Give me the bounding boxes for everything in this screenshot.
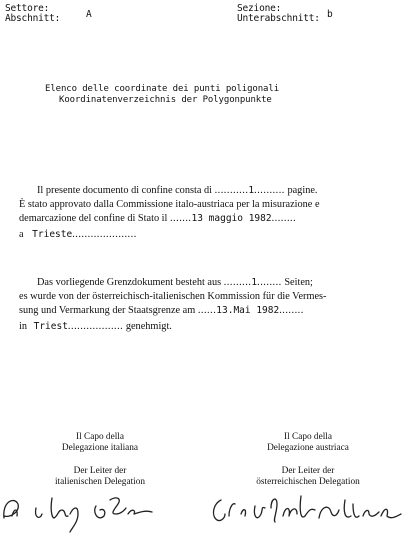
german-line-1 bbox=[37, 277, 313, 290]
left-it-line1: Il Capo della bbox=[75, 432, 125, 442]
german-line1-text: Das vorliegende Grenzdokument besteht aus bbox=[37, 277, 222, 288]
right-de-line2: österreichischen Delegation bbox=[256, 477, 360, 487]
right-handwritten-signature bbox=[205, 486, 405, 538]
left-signatory-german bbox=[30, 466, 170, 488]
italian-line4-text: a bbox=[19, 229, 24, 240]
left-it-line2: Delegazione italiana bbox=[61, 443, 139, 453]
german-date: 13.Mai 1982 bbox=[216, 305, 280, 316]
italian-line-2: È stato approvato dalla Commissione italo-austriaca per la misurazione e bbox=[19, 199, 320, 210]
right-it-line2: Delegazione austriaca bbox=[267, 443, 349, 453]
german-dots: ........ bbox=[257, 277, 282, 288]
left-signatory-italian bbox=[30, 432, 170, 454]
german-dots: .................. bbox=[67, 321, 124, 332]
italian-dots: ........ bbox=[271, 213, 297, 224]
german-line-2: es wurde von der österreichisch-italienischen Kommission für die Vermes- bbox=[19, 291, 327, 302]
italian-line-4 bbox=[19, 229, 137, 242]
italian-line3-text: demarcazione del confine di Stato il bbox=[19, 213, 168, 224]
left-de-line2: italienischen Delegation bbox=[54, 477, 146, 487]
german-line1-post: Seiten; bbox=[284, 277, 313, 288]
left-handwritten-signature bbox=[0, 488, 170, 538]
italian-line1-text: Il presente documento di confine consta di bbox=[37, 185, 212, 196]
title-italian: Elenco delle coordinate dei punti poligonali bbox=[45, 84, 280, 94]
italian-dots: ........... bbox=[214, 185, 249, 196]
sezione-label: Sezione: bbox=[237, 3, 282, 14]
german-page-count: 1 bbox=[251, 277, 258, 288]
italian-line-1 bbox=[37, 185, 318, 198]
right-it-line1: Il Capo della bbox=[283, 432, 333, 442]
unterabschnitt-label: Unterabschnitt: bbox=[237, 13, 320, 24]
german-line4-post: genehmigt. bbox=[125, 321, 172, 332]
italian-dots: .......... bbox=[254, 185, 285, 196]
german-dots: ......... bbox=[223, 277, 252, 288]
german-dots: ...... bbox=[197, 305, 217, 316]
german-line3-text: sung und Vermarkung der Staatsgrenze am bbox=[19, 305, 196, 316]
german-dots: ........ bbox=[279, 305, 304, 316]
settore-value: A bbox=[86, 9, 92, 20]
right-signatory-italian bbox=[238, 432, 378, 454]
italian-line-3 bbox=[19, 213, 296, 226]
settore-label: Settore: bbox=[5, 3, 50, 14]
right-signatory-german bbox=[238, 466, 378, 488]
italian-dots: ..................... bbox=[72, 229, 137, 240]
german-line-4 bbox=[19, 321, 172, 334]
german-place: Triest bbox=[33, 321, 68, 332]
italian-line1-post: pagine. bbox=[287, 185, 318, 196]
german-line4-text: in bbox=[19, 321, 28, 332]
abschnitt-label: Abschnitt: bbox=[5, 13, 61, 24]
left-de-line1: Der Leiter der bbox=[73, 466, 127, 476]
italian-place: Trieste bbox=[32, 229, 73, 240]
title-german: Koordinatenverzeichnis der Polygonpunkte bbox=[59, 95, 272, 105]
german-line-3 bbox=[19, 305, 304, 318]
italian-dots: ....... bbox=[169, 213, 192, 224]
italian-page-count: 1 bbox=[248, 185, 255, 196]
right-de-line1: Der Leiter der bbox=[281, 466, 335, 476]
sezione-value: b bbox=[327, 9, 333, 20]
italian-date: 13 maggio 1982 bbox=[191, 213, 272, 224]
